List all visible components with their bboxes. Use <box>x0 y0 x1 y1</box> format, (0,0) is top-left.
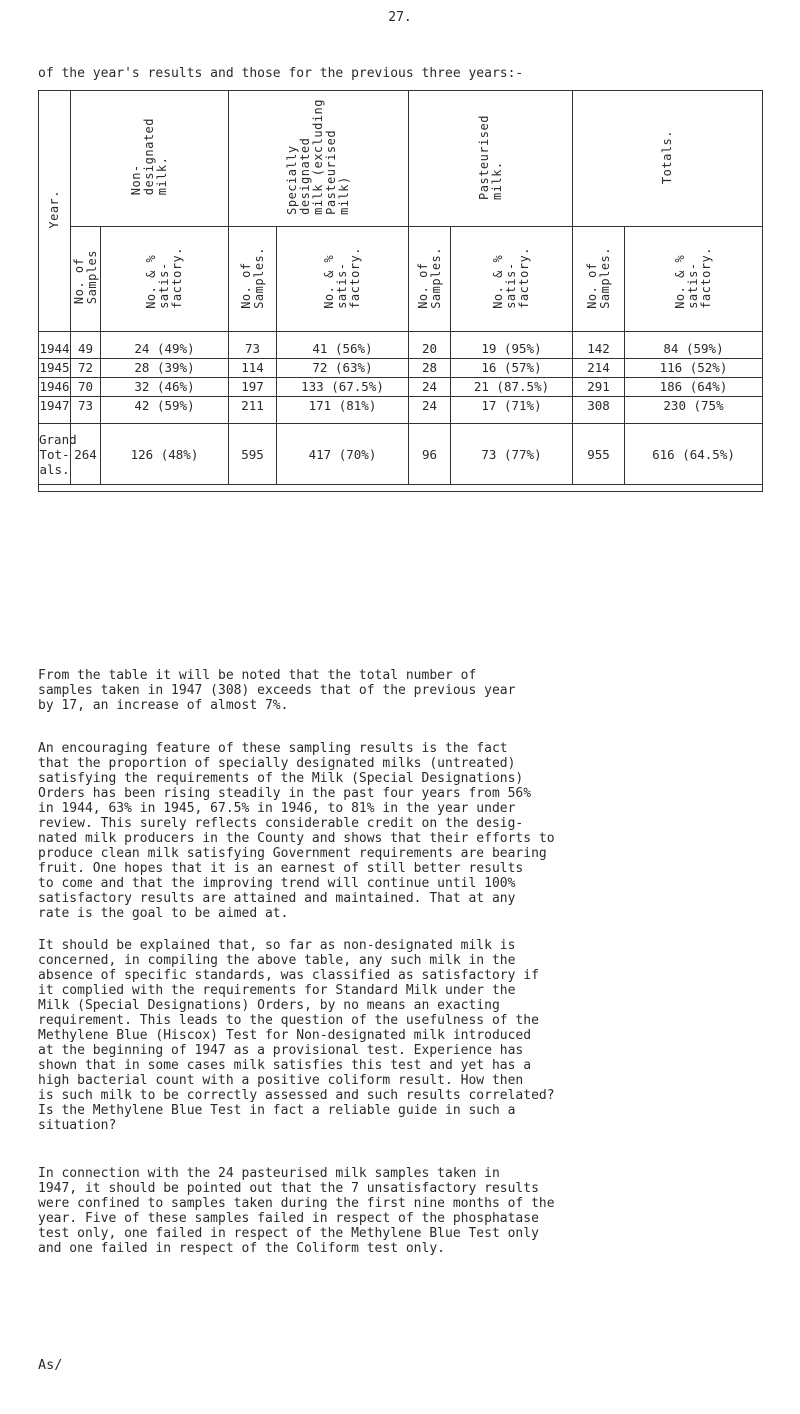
t-satisfactory-total: 616 (64.5%) <box>625 424 763 485</box>
paragraph-non-designated: It should be explained that, so far as non-designated milk is concerned, in compiling the above table, any such milk in the absence of specific standards, was classified as satisfactory if it complied with the requirements for Standard Milk under the Milk (Special Designations) Orders, by no means an exacting requirement. This leads to the question of the usefulness of the Methylene Blue (Hiscox) Test for Non-designated milk introduced at the beginning of 1947 as a provisional test. Experience has shown that in some cases milk satisfies this test and yet has a high bacterial count with a positive coliform result. How then is such milk to be correctly assessed and such results correlated? Is the Methylene Blue Test in fact a reliable guide in such a situation? <box>38 938 555 1133</box>
year-cell: 1944 <box>39 332 71 359</box>
continuation-catchword: As/ <box>38 1357 63 1373</box>
intro-line: of the year's results and those for the previous three years:- <box>38 66 524 81</box>
header-satisfactory: No. & % satis- factory. <box>625 227 763 332</box>
sd-satisfactory-total: 417 (70%) <box>277 424 409 485</box>
page-number: 27. <box>388 10 412 25</box>
sub-header-row <box>39 227 763 332</box>
header-specially-designated: Specially designated milk (excluding Pasteurised milk) <box>229 91 409 227</box>
t-satisfactory-cell: 230 (75% <box>625 397 763 424</box>
p-samples-total: 96 <box>409 424 451 485</box>
nd-satisfactory-total: 126 (48%) <box>101 424 229 485</box>
t-samples-cell: 291 <box>573 378 625 397</box>
group-header-row <box>39 91 763 227</box>
sd-samples-total: 595 <box>229 424 277 485</box>
p-satisfactory-cell: 21 (87.5%) <box>451 378 573 397</box>
sd-satisfactory-cell: 72 (63%) <box>277 359 409 378</box>
results-table <box>38 90 763 492</box>
table-row <box>39 359 763 378</box>
paragraph-designated-trend: An encouraging feature of these sampling results is the fact that the proportion of specially designated milks (untreated) satisfying the requirements of the Milk (Special Designations) Orders has been rising steadily in the past four years from 56% in 1944, 63% in 1945, 67.5% in 1946, to 81% in the year under review. This surely reflects considerable credit on the desig- nated milk producers in the County and shows that their efforts to produce clean milk satisfying Government requirements are bearing fruit. One hopes that it is an earnest of still better results to come and that the improving trend will continue until 100% satisfactory results are attained and maintained. That at any rate is the goal to be aimed at. <box>38 741 555 921</box>
header-samples: No. of Samples <box>71 227 101 332</box>
t-satisfactory-cell: 186 (64%) <box>625 378 763 397</box>
header-non-designated: Non- designated milk. <box>71 91 229 227</box>
p-satisfactory-cell: 17 (71%) <box>451 397 573 424</box>
p-samples-cell: 24 <box>409 397 451 424</box>
sd-samples-cell: 197 <box>229 378 277 397</box>
p-satisfactory-cell: 16 (57%) <box>451 359 573 378</box>
nd-samples-cell: 70 <box>71 378 101 397</box>
t-satisfactory-cell: 84 (59%) <box>625 332 763 359</box>
table-bottom-rule <box>39 485 763 492</box>
header-samples: No. of Samples. <box>573 227 625 332</box>
table-row <box>39 378 763 397</box>
nd-satisfactory-cell: 42 (59%) <box>101 397 229 424</box>
t-satisfactory-cell: 116 (52%) <box>625 359 763 378</box>
header-samples: No. of Samples. <box>409 227 451 332</box>
sd-satisfactory-cell: 41 (56%) <box>277 332 409 359</box>
sd-satisfactory-cell: 133 (67.5%) <box>277 378 409 397</box>
year-cell: 1946 <box>39 378 71 397</box>
header-pasteurised: Pasteurised milk. <box>409 91 573 227</box>
nd-samples-cell: 73 <box>71 397 101 424</box>
nd-samples-cell: 72 <box>71 359 101 378</box>
year-cell: 1947 <box>39 397 71 424</box>
nd-samples-total: 264 <box>71 424 101 485</box>
p-samples-cell: 28 <box>409 359 451 378</box>
header-satisfactory: No. & % satis- factory. <box>277 227 409 332</box>
grand-totals-row <box>39 424 763 485</box>
t-samples-total: 955 <box>573 424 625 485</box>
sd-satisfactory-cell: 171 (81%) <box>277 397 409 424</box>
header-satisfactory: No. & % satis- factory. <box>451 227 573 332</box>
header-satisfactory: No. & % satis- factory. <box>101 227 229 332</box>
sd-samples-cell: 114 <box>229 359 277 378</box>
table-row <box>39 332 763 359</box>
sd-samples-cell: 73 <box>229 332 277 359</box>
paragraph-pasteurised: In connection with the 24 pasteurised milk samples taken in 1947, it should be pointed out that the 7 unsatisfactory results were confined to samples taken during the first nine months of the year. Five of these samples failed in respect of the phosphatase test only, one failed in respect of the Methylene Blue Test only and one failed in respect of the Coliform test only. <box>38 1166 555 1256</box>
nd-satisfactory-cell: 32 (46%) <box>101 378 229 397</box>
header-totals: Totals. <box>573 91 763 227</box>
t-samples-cell: 142 <box>573 332 625 359</box>
nd-satisfactory-cell: 28 (39%) <box>101 359 229 378</box>
p-samples-cell: 24 <box>409 378 451 397</box>
grand-totals-label: Grand Tot- als. <box>39 424 71 485</box>
nd-satisfactory-cell: 24 (49%) <box>101 332 229 359</box>
paragraph-total-samples: From the table it will be noted that the total number of samples taken in 1947 (308) exceeds that of the previous year by 17, an increase of almost 7%. <box>38 668 516 713</box>
table-row <box>39 397 763 424</box>
header-samples: No. of Samples. <box>229 227 277 332</box>
header-year: Year. <box>39 91 71 332</box>
t-samples-cell: 214 <box>573 359 625 378</box>
year-cell: 1945 <box>39 359 71 378</box>
nd-samples-cell: 49 <box>71 332 101 359</box>
p-samples-cell: 20 <box>409 332 451 359</box>
p-satisfactory-cell: 19 (95%) <box>451 332 573 359</box>
p-satisfactory-total: 73 (77%) <box>451 424 573 485</box>
sd-samples-cell: 211 <box>229 397 277 424</box>
t-samples-cell: 308 <box>573 397 625 424</box>
